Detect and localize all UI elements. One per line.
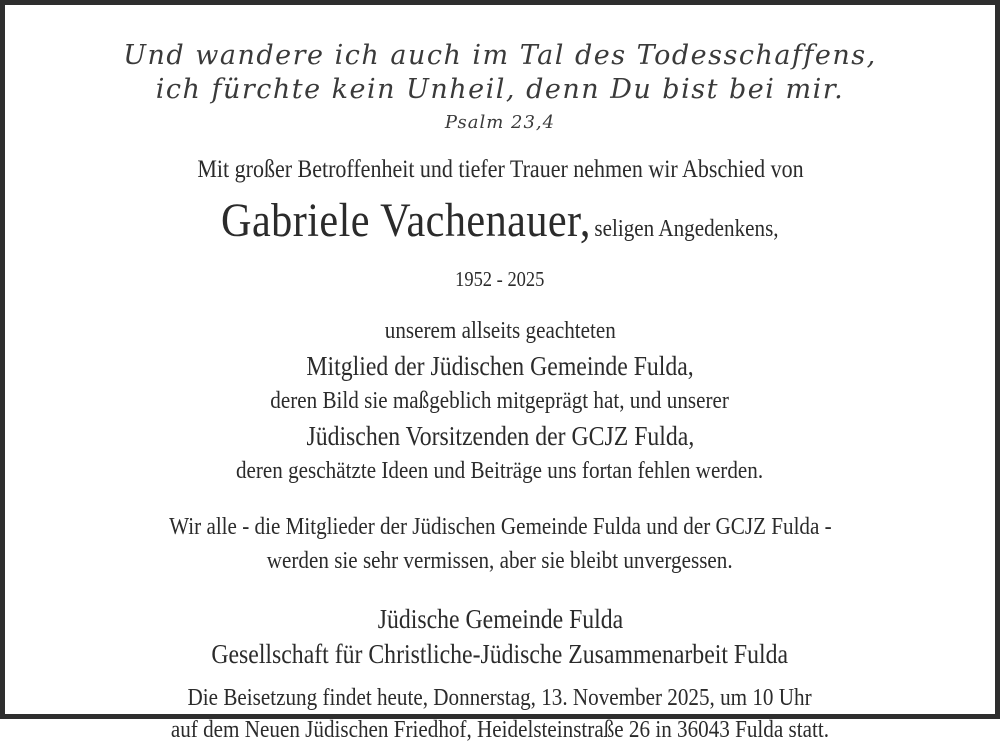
psalm-line-2: ich fürchte kein Unheil, denn Du bist bei mir. bbox=[155, 74, 845, 105]
tribute-section bbox=[5, 314, 995, 488]
deceased-years: 1952 - 2025 bbox=[455, 267, 545, 291]
remembrance-line-2: werden sie sehr vermissen, aber sie bleibt unvergessen. bbox=[267, 548, 733, 574]
deceased-name: Gabriele Vachenauer, bbox=[221, 194, 592, 247]
psalm-source: Psalm 23,4 bbox=[444, 112, 556, 133]
intro-line: Mit großer Betroffenheit und tiefer Trauer nehmen wir Abschied von bbox=[196, 156, 804, 183]
psalm-quote bbox=[5, 39, 995, 135]
tribute-line-2: Mitglied der Jüdischen Gemeinde Fulda, bbox=[306, 351, 694, 381]
signatories-section bbox=[5, 602, 995, 672]
tribute-line-4: Jüdischen Vorsitzenden der GCJZ Fulda, bbox=[306, 421, 694, 451]
tribute-line-3: deren Bild sie maßgeblich mitgeprägt hat, und unserer bbox=[270, 388, 730, 414]
funeral-line-1: Die Beisetzung findet heute, Donnerstag, 13. November 2025, um 10 Uhr bbox=[187, 685, 813, 711]
funeral-info-section bbox=[5, 682, 995, 746]
tribute-line-5: deren geschätzte Ideen und Beiträge uns fortan fehlen werden. bbox=[236, 458, 764, 484]
deceased-name-suffix: seligen Angedenkens, bbox=[594, 216, 779, 242]
signatory-line-1: Jüdische Gemeinde Fulda bbox=[377, 604, 623, 634]
remembrance-line-1: Wir alle - die Mitglieder der Jüdischen Gemeinde Fulda und der GCJZ Fulda - bbox=[168, 514, 832, 540]
remembrance-section bbox=[5, 510, 995, 578]
deceased-name-row bbox=[5, 195, 995, 258]
funeral-line-2: auf dem Neuen Jüdischen Friedhof, Heidelsteinstraße 26 in 36043 Fulda statt. bbox=[170, 717, 830, 743]
signatory-line-2: Gesellschaft für Christliche-Jüdische Zusammenarbeit Fulda bbox=[211, 639, 789, 669]
psalm-line-1: Und wandere ich auch im Tal des Todesschaffens, bbox=[123, 40, 877, 71]
tribute-line-1: unserem allseits geachteten bbox=[384, 318, 616, 344]
